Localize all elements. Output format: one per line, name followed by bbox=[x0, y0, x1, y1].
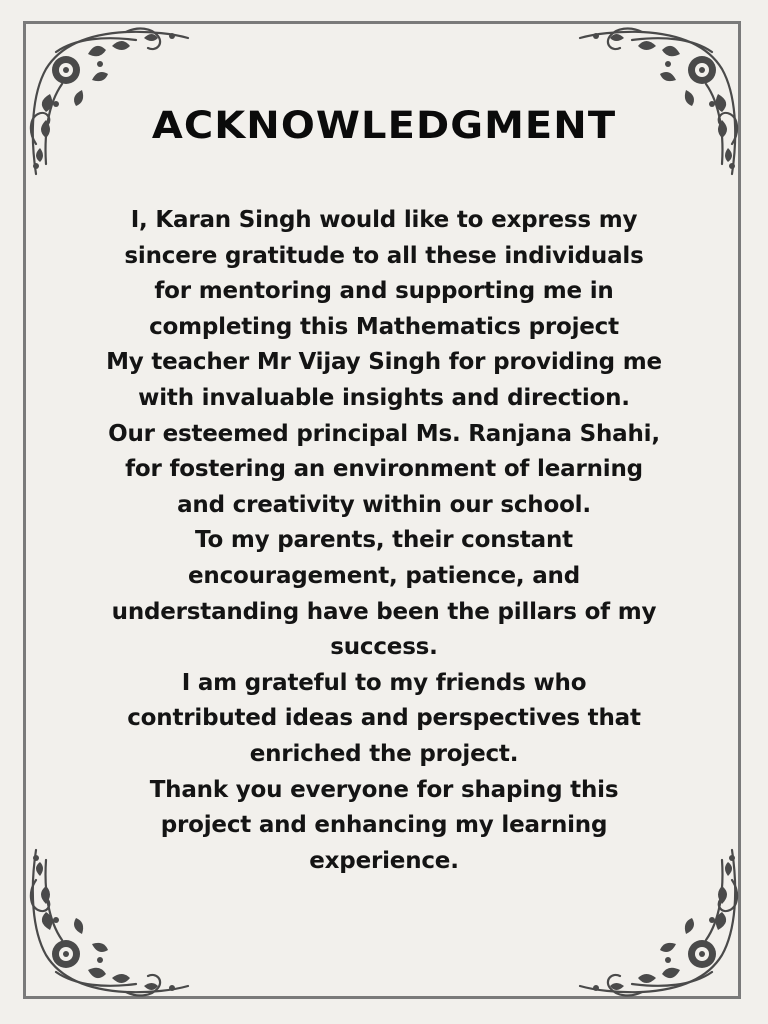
body-line: for fostering an environment of learning bbox=[125, 456, 643, 483]
body-line: experience. bbox=[309, 847, 459, 874]
body-line: sincere gratitude to all these individuals bbox=[124, 242, 644, 269]
body-line: encouragement, patience, and bbox=[188, 562, 580, 589]
body-line: with invaluable insights and direction. bbox=[138, 384, 630, 411]
body-line: and creativity within our school. bbox=[177, 491, 591, 518]
body-line: To my parents, their constant bbox=[195, 527, 573, 554]
body-line: contributed ideas and perspectives that bbox=[127, 705, 641, 732]
body-line: Our esteemed principal Ms. Ranjana Shahi, bbox=[108, 420, 660, 447]
body-line: success. bbox=[330, 634, 438, 661]
page-title: ACKNOWLEDGMENT bbox=[151, 104, 617, 147]
body-line: for mentoring and supporting me in bbox=[154, 278, 614, 305]
body-line: My teacher Mr Vijay Singh for providing me bbox=[106, 349, 662, 376]
body-line: I, Karan Singh would like to express my bbox=[130, 207, 638, 233]
body-line: I am grateful to my friends who bbox=[181, 669, 587, 696]
body-line: understanding have been the pillars of my bbox=[111, 598, 657, 625]
body-line: project and enhancing my learning bbox=[160, 812, 608, 839]
body-line: Thank you everyone for shaping this bbox=[149, 776, 619, 803]
body-line: enriched the project. bbox=[249, 740, 519, 767]
body-line: completing this Mathematics project bbox=[149, 313, 619, 340]
acknowledgment-body bbox=[95, 203, 673, 879]
